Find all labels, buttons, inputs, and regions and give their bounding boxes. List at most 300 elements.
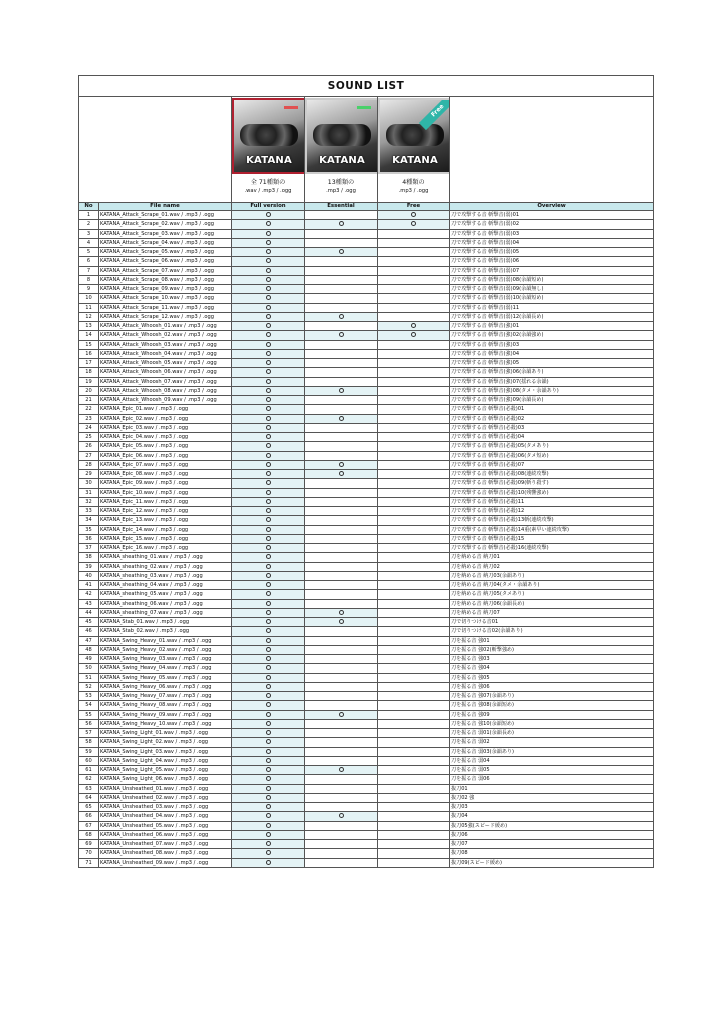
row-number: 34 bbox=[79, 516, 99, 525]
overview-text: 刀を振る音 弱01(余韻長め) bbox=[450, 729, 654, 738]
circle-mark-icon bbox=[339, 314, 344, 319]
full-version-mark bbox=[232, 655, 305, 664]
file-name: KATANA_Unsheathed_08.wav / .mp3 / .ogg bbox=[99, 849, 232, 858]
full-version-mark bbox=[232, 285, 305, 294]
overview-text: 刀で攻撃する音 斬撃音(強)02(余韻強め) bbox=[450, 331, 654, 340]
overview-text: 刀で攻撃する音 斬撃音(必殺)14重(素早い連続攻撃) bbox=[450, 525, 654, 534]
file-name: KATANA_Swing_Heavy_03.wav / .mp3 / .ogg bbox=[99, 655, 232, 664]
row-number: 35 bbox=[79, 525, 99, 534]
full-version-mark bbox=[232, 229, 305, 238]
essential-mark bbox=[305, 775, 378, 784]
circle-mark-icon bbox=[266, 360, 271, 365]
essential-mark bbox=[305, 497, 378, 506]
full-version-mark bbox=[232, 608, 305, 617]
row-number: 2 bbox=[79, 220, 99, 229]
col-header-essential: Essential bbox=[305, 203, 378, 211]
table-row bbox=[79, 275, 654, 284]
table-row bbox=[79, 396, 654, 405]
essential-mark bbox=[305, 257, 378, 266]
free-mark bbox=[378, 516, 450, 525]
overview-text: 刀で攻撃する音 斬撃音(必殺)13斬(連続攻撃) bbox=[450, 516, 654, 525]
free-mark bbox=[378, 766, 450, 775]
circle-mark-icon bbox=[411, 212, 416, 217]
cover-count: 全 71種類の bbox=[250, 179, 286, 186]
full-version-mark bbox=[232, 627, 305, 636]
file-name: KATANA_Attack_Whoosh_04.wav / .mp3 / .ogg bbox=[99, 349, 232, 358]
file-name: KATANA_Attack_Scrape_12.wav / .mp3 / .ogg bbox=[99, 312, 232, 321]
full-version-mark bbox=[232, 442, 305, 451]
table-row bbox=[79, 497, 654, 506]
full-version-mark bbox=[232, 599, 305, 608]
file-name: KATANA_Attack_Scrape_05.wav / .mp3 / .ogg bbox=[99, 248, 232, 257]
cover-count: 13種類の bbox=[327, 179, 355, 186]
overview-text: 刀で攻撃する音 斬撃音(弱)08(余韻短め) bbox=[450, 275, 654, 284]
overview-text: 刀で攻撃する音 斬撃音(必殺)04 bbox=[450, 433, 654, 442]
row-number: 59 bbox=[79, 747, 99, 756]
essential-mark bbox=[305, 488, 378, 497]
essential-mark bbox=[305, 766, 378, 775]
full-version-mark bbox=[232, 729, 305, 738]
table-row bbox=[79, 488, 654, 497]
overview-text: 抜刀03 bbox=[450, 803, 654, 812]
row-number: 61 bbox=[79, 766, 99, 775]
file-name: KATANA_Unsheathed_04.wav / .mp3 / .ogg bbox=[99, 812, 232, 821]
row-number: 19 bbox=[79, 377, 99, 386]
table-row bbox=[79, 682, 654, 691]
essential-mark bbox=[305, 534, 378, 543]
circle-mark-icon bbox=[266, 675, 271, 680]
cover-logo: KATANA bbox=[246, 155, 292, 166]
free-mark bbox=[378, 377, 450, 386]
table-row bbox=[79, 257, 654, 266]
overview-text: 刀で攻撃する音 斬撃音(弱)10(余韻短め) bbox=[450, 294, 654, 303]
table-row bbox=[79, 803, 654, 812]
full-version-mark bbox=[232, 451, 305, 460]
full-version-mark bbox=[232, 793, 305, 802]
circle-mark-icon bbox=[266, 314, 271, 319]
full-version-mark bbox=[232, 368, 305, 377]
circle-mark-icon bbox=[266, 860, 271, 865]
full-version-mark bbox=[232, 220, 305, 229]
free-mark bbox=[378, 433, 450, 442]
full-version-mark bbox=[232, 340, 305, 349]
overview-text: 刀で攻撃する音 斬撃音(弱)07 bbox=[450, 266, 654, 275]
circle-mark-icon bbox=[266, 776, 271, 781]
free-mark bbox=[378, 729, 450, 738]
free-mark bbox=[378, 229, 450, 238]
overview-text: 刀で攻撃する音 斬撃音(弱)12(余韻長め) bbox=[450, 312, 654, 321]
table-row bbox=[79, 858, 654, 867]
file-name: KATANA_Attack_Whoosh_02.wav / .mp3 / .ogg bbox=[99, 331, 232, 340]
file-name: KATANA_Swing_Heavy_02.wav / .mp3 / .ogg bbox=[99, 645, 232, 654]
essential-mark bbox=[305, 377, 378, 386]
essential-mark bbox=[305, 340, 378, 349]
file-name: KATANA_Epic_09.wav / .mp3 / .ogg bbox=[99, 479, 232, 488]
essential-mark bbox=[305, 738, 378, 747]
circle-mark-icon bbox=[411, 323, 416, 328]
row-number: 45 bbox=[79, 618, 99, 627]
full-version-mark bbox=[232, 386, 305, 395]
full-version-mark bbox=[232, 257, 305, 266]
free-mark bbox=[378, 747, 450, 756]
circle-mark-icon bbox=[266, 332, 271, 337]
row-number: 14 bbox=[79, 331, 99, 340]
file-name: KATANA_sheathing_06.wav / .mp3 / .ogg bbox=[99, 599, 232, 608]
full-version-mark bbox=[232, 618, 305, 627]
file-name: KATANA_Epic_08.wav / .mp3 / .ogg bbox=[99, 470, 232, 479]
overview-text: 抜刀01 bbox=[450, 784, 654, 793]
full-version-mark bbox=[232, 821, 305, 830]
overview-text: 刀で攻撃する音 斬撃音(必殺)12 bbox=[450, 507, 654, 516]
essential-mark bbox=[305, 553, 378, 562]
row-number: 22 bbox=[79, 405, 99, 414]
file-name: KATANA_Unsheathed_09.wav / .mp3 / .ogg bbox=[99, 858, 232, 867]
row-number: 56 bbox=[79, 719, 99, 728]
circle-mark-icon bbox=[266, 277, 271, 282]
file-name: KATANA_Epic_03.wav / .mp3 / .ogg bbox=[99, 423, 232, 432]
row-number: 21 bbox=[79, 396, 99, 405]
free-mark bbox=[378, 784, 450, 793]
full-version-mark bbox=[232, 581, 305, 590]
essential-mark bbox=[305, 858, 378, 867]
file-name: KATANA_Epic_15.wav / .mp3 / .ogg bbox=[99, 534, 232, 543]
circle-mark-icon bbox=[266, 295, 271, 300]
row-number: 24 bbox=[79, 423, 99, 432]
row-number: 5 bbox=[79, 248, 99, 257]
overview-text: 刀で攻撃する音 斬撃音(必殺)07 bbox=[450, 460, 654, 469]
row-number: 12 bbox=[79, 312, 99, 321]
essential-mark bbox=[305, 830, 378, 839]
full-version-mark bbox=[232, 516, 305, 525]
table-row bbox=[79, 701, 654, 710]
circle-mark-icon bbox=[339, 471, 344, 476]
circle-mark-icon bbox=[266, 443, 271, 448]
circle-mark-icon bbox=[266, 601, 271, 606]
full-version-mark bbox=[232, 636, 305, 645]
table-row bbox=[79, 359, 654, 368]
row-number: 44 bbox=[79, 608, 99, 617]
file-name: KATANA_Stab_01.wav / .mp3 / .ogg bbox=[99, 618, 232, 627]
free-mark bbox=[378, 655, 450, 664]
table-row bbox=[79, 442, 654, 451]
essential-mark bbox=[305, 636, 378, 645]
full-version-mark bbox=[232, 396, 305, 405]
overview-text: 抜刀02 強 bbox=[450, 793, 654, 802]
table-row bbox=[79, 479, 654, 488]
row-number: 26 bbox=[79, 442, 99, 451]
free-mark bbox=[378, 756, 450, 765]
circle-mark-icon bbox=[266, 795, 271, 800]
file-name: KATANA_sheathing_01.wav / .mp3 / .ogg bbox=[99, 553, 232, 562]
table-row bbox=[79, 849, 654, 858]
free-mark bbox=[378, 525, 450, 534]
full-version-mark bbox=[232, 719, 305, 728]
table-row bbox=[79, 627, 654, 636]
file-name: KATANA_Attack_Whoosh_07.wav / .mp3 / .ogg bbox=[99, 377, 232, 386]
free-mark bbox=[378, 312, 450, 321]
full-version-mark bbox=[232, 766, 305, 775]
file-name: KATANA_Attack_Whoosh_08.wav / .mp3 / .ogg bbox=[99, 386, 232, 395]
free-mark bbox=[378, 211, 450, 220]
free-mark bbox=[378, 470, 450, 479]
overview-text: 刀を振る音 強10(余韻短め) bbox=[450, 719, 654, 728]
full-version-mark bbox=[232, 562, 305, 571]
table-row bbox=[79, 433, 654, 442]
overview-text: 抜刀09(スピード緩め) bbox=[450, 858, 654, 867]
overview-text: 刀で攻撃する音 斬撃音(必殺)08(連続攻撃) bbox=[450, 470, 654, 479]
file-name: KATANA_Swing_Light_02.wav / .mp3 / .ogg bbox=[99, 738, 232, 747]
circle-mark-icon bbox=[266, 582, 271, 587]
table-row bbox=[79, 766, 654, 775]
circle-mark-icon bbox=[266, 758, 271, 763]
full-version-mark bbox=[232, 423, 305, 432]
row-number: 46 bbox=[79, 627, 99, 636]
table-row bbox=[79, 553, 654, 562]
circle-mark-icon bbox=[266, 693, 271, 698]
free-mark bbox=[378, 359, 450, 368]
essential-mark bbox=[305, 618, 378, 627]
row-number: 71 bbox=[79, 858, 99, 867]
row-number: 23 bbox=[79, 414, 99, 423]
row-number: 63 bbox=[79, 784, 99, 793]
file-name: KATANA_Unsheathed_07.wav / .mp3 / .ogg bbox=[99, 840, 232, 849]
circle-mark-icon bbox=[266, 739, 271, 744]
full-version-mark bbox=[232, 692, 305, 701]
free-mark bbox=[378, 340, 450, 349]
file-name: KATANA_Epic_10.wav / .mp3 / .ogg bbox=[99, 488, 232, 497]
essential-mark bbox=[305, 581, 378, 590]
overview-text: 刀を納める音 納刀01 bbox=[450, 553, 654, 562]
full-version-mark bbox=[232, 488, 305, 497]
overview-text: 刀を振る音 強08(余韻短め) bbox=[450, 701, 654, 710]
row-number: 4 bbox=[79, 238, 99, 247]
free-mark bbox=[378, 396, 450, 405]
essential-mark bbox=[305, 211, 378, 220]
file-name: KATANA_Swing_Light_06.wav / .mp3 / .ogg bbox=[99, 775, 232, 784]
full-version-mark bbox=[232, 534, 305, 543]
overview-text: 刀で切りつける音02(余韻あり) bbox=[450, 627, 654, 636]
full-version-mark bbox=[232, 211, 305, 220]
essential-mark bbox=[305, 784, 378, 793]
table-row bbox=[79, 830, 654, 839]
circle-mark-icon bbox=[266, 305, 271, 310]
free-mark bbox=[378, 775, 450, 784]
file-name: KATANA_Attack_Scrape_11.wav / .mp3 / .ogg bbox=[99, 303, 232, 312]
table-row bbox=[79, 331, 654, 340]
table-row bbox=[79, 719, 654, 728]
file-name: KATANA_Epic_05.wav / .mp3 / .ogg bbox=[99, 442, 232, 451]
file-name: KATANA_Attack_Whoosh_01.wav / .mp3 / .ogg bbox=[99, 322, 232, 331]
cover-formats: .wav / .mp3 / .ogg bbox=[244, 188, 292, 194]
free-mark bbox=[378, 821, 450, 830]
katana-guard-icon bbox=[386, 124, 444, 146]
essential-mark bbox=[305, 821, 378, 830]
essential-mark bbox=[305, 303, 378, 312]
circle-mark-icon bbox=[266, 813, 271, 818]
essential-mark bbox=[305, 423, 378, 432]
free-mark bbox=[378, 285, 450, 294]
free-mark bbox=[378, 220, 450, 229]
row-number: 9 bbox=[79, 285, 99, 294]
full-version-mark bbox=[232, 433, 305, 442]
essential-mark bbox=[305, 470, 378, 479]
table-row bbox=[79, 571, 654, 580]
overview-text: 刀を振る音 弱05 bbox=[450, 766, 654, 775]
row-number: 17 bbox=[79, 359, 99, 368]
full-version-mark bbox=[232, 710, 305, 719]
katana-guard-icon bbox=[313, 124, 371, 146]
table-row bbox=[79, 349, 654, 358]
file-name: KATANA_Epic_12.wav / .mp3 / .ogg bbox=[99, 507, 232, 516]
free-mark bbox=[378, 803, 450, 812]
circle-mark-icon bbox=[266, 397, 271, 402]
full-version-mark bbox=[232, 803, 305, 812]
essential-mark bbox=[305, 516, 378, 525]
cover-count: 4種類の bbox=[402, 179, 425, 186]
table-row bbox=[79, 673, 654, 682]
circle-mark-icon bbox=[266, 702, 271, 707]
circle-mark-icon bbox=[411, 221, 416, 226]
overview-text: 刀で攻撃する音 斬撃音(必殺)02 bbox=[450, 414, 654, 423]
free-mark bbox=[378, 830, 450, 839]
circle-mark-icon bbox=[266, 628, 271, 633]
full-version-mark bbox=[232, 322, 305, 331]
table-row bbox=[79, 534, 654, 543]
table-row bbox=[79, 285, 654, 294]
free-mark bbox=[378, 608, 450, 617]
essential-mark bbox=[305, 414, 378, 423]
file-name: KATANA_sheathing_07.wav / .mp3 / .ogg bbox=[99, 608, 232, 617]
overview-text: 刀を振る音 強05 bbox=[450, 673, 654, 682]
overview-text: 刀で攻撃する音 斬撃音(強)05 bbox=[450, 359, 654, 368]
essential-mark bbox=[305, 701, 378, 710]
overview-text: 刀を振る音 強09 bbox=[450, 710, 654, 719]
full-version-mark bbox=[232, 303, 305, 312]
row-number: 15 bbox=[79, 340, 99, 349]
overview-text: 刀を納める音 納刀07 bbox=[450, 608, 654, 617]
full-version-mark bbox=[232, 738, 305, 747]
table-row bbox=[79, 655, 654, 664]
table-row bbox=[79, 248, 654, 257]
cover-description bbox=[378, 178, 449, 196]
row-number: 11 bbox=[79, 303, 99, 312]
cover-spacer bbox=[79, 97, 232, 203]
circle-mark-icon bbox=[266, 786, 271, 791]
row-number: 20 bbox=[79, 386, 99, 395]
free-mark bbox=[378, 682, 450, 691]
full-version-mark bbox=[232, 248, 305, 257]
file-name: KATANA_Unsheathed_03.wav / .mp3 / .ogg bbox=[99, 803, 232, 812]
table-row bbox=[79, 220, 654, 229]
row-number: 31 bbox=[79, 488, 99, 497]
overview-text: 刀で攻撃する音 斬撃音(弱)06 bbox=[450, 257, 654, 266]
essential-mark bbox=[305, 368, 378, 377]
free-mark bbox=[378, 488, 450, 497]
row-number: 7 bbox=[79, 266, 99, 275]
circle-mark-icon bbox=[266, 536, 271, 541]
overview-text: 刀で攻撃する音 斬撃音(弱)03 bbox=[450, 229, 654, 238]
row-number: 39 bbox=[79, 562, 99, 571]
row-number: 42 bbox=[79, 590, 99, 599]
table-row bbox=[79, 266, 654, 275]
file-name: KATANA_Swing_Heavy_01.wav / .mp3 / .ogg bbox=[99, 636, 232, 645]
full-version-mark bbox=[232, 747, 305, 756]
circle-mark-icon bbox=[266, 823, 271, 828]
file-name: KATANA_Attack_Scrape_03.wav / .mp3 / .ogg bbox=[99, 229, 232, 238]
row-number: 38 bbox=[79, 553, 99, 562]
overview-text: 刀で攻撃する音 斬撃音(強)01 bbox=[450, 322, 654, 331]
row-number: 66 bbox=[79, 812, 99, 821]
table-row bbox=[79, 590, 654, 599]
file-name: KATANA_Epic_01.wav / .mp3 / .ogg bbox=[99, 405, 232, 414]
overview-text: 刀を納める音 納刀02 bbox=[450, 562, 654, 571]
col-header-overview: Overview bbox=[450, 203, 654, 211]
free-mark bbox=[378, 701, 450, 710]
full-version-mark bbox=[232, 673, 305, 682]
full-version-mark bbox=[232, 701, 305, 710]
overview-text: 刀で攻撃する音 斬撃音(弱)04 bbox=[450, 238, 654, 247]
row-number: 70 bbox=[79, 849, 99, 858]
cover-free bbox=[378, 97, 450, 203]
file-name: KATANA_Stab_02.wav / .mp3 / .ogg bbox=[99, 627, 232, 636]
table-row bbox=[79, 793, 654, 802]
circle-mark-icon bbox=[266, 564, 271, 569]
file-name: KATANA_Epic_06.wav / .mp3 / .ogg bbox=[99, 451, 232, 460]
free-mark bbox=[378, 275, 450, 284]
table-row bbox=[79, 516, 654, 525]
essential-mark bbox=[305, 840, 378, 849]
essential-mark bbox=[305, 627, 378, 636]
free-mark bbox=[378, 618, 450, 627]
file-name: KATANA_Attack_Whoosh_05.wav / .mp3 / .ogg bbox=[99, 359, 232, 368]
overview-text: 刀で攻撃する音 斬撃音(強)08(タメ・余韻あり) bbox=[450, 386, 654, 395]
overview-text: 刀で攻撃する音 斬撃音(必殺)06(タメ短め) bbox=[450, 451, 654, 460]
circle-mark-icon bbox=[266, 471, 271, 476]
overview-text: 刀で攻撃する音 斬撃音(強)09(余韻長め) bbox=[450, 396, 654, 405]
overview-text: 刀で攻撃する音 斬撃音(強)03 bbox=[450, 340, 654, 349]
table-row bbox=[79, 340, 654, 349]
full-version-mark bbox=[232, 849, 305, 858]
essential-mark bbox=[305, 322, 378, 331]
file-name: KATANA_Epic_02.wav / .mp3 / .ogg bbox=[99, 414, 232, 423]
essential-mark bbox=[305, 294, 378, 303]
circle-mark-icon bbox=[266, 545, 271, 550]
overview-text: 刀を振る音 強03 bbox=[450, 655, 654, 664]
table-row bbox=[79, 562, 654, 571]
circle-mark-icon bbox=[266, 425, 271, 430]
essential-mark bbox=[305, 433, 378, 442]
sound-list-sheet bbox=[78, 75, 653, 868]
overview-text: 刀を振る音 強04 bbox=[450, 664, 654, 673]
circle-mark-icon bbox=[266, 610, 271, 615]
essential-mark bbox=[305, 599, 378, 608]
circle-mark-icon bbox=[266, 249, 271, 254]
overview-text: 刀で攻撃する音 斬撃音(強)06(余韻あり) bbox=[450, 368, 654, 377]
file-name: KATANA_Attack_Scrape_02.wav / .mp3 / .ogg bbox=[99, 220, 232, 229]
circle-mark-icon bbox=[339, 462, 344, 467]
table-row bbox=[79, 368, 654, 377]
essential-mark bbox=[305, 645, 378, 654]
essential-mark bbox=[305, 608, 378, 617]
essential-mark bbox=[305, 803, 378, 812]
file-name: KATANA_sheathing_04.wav / .mp3 / .ogg bbox=[99, 581, 232, 590]
overview-text: 刀で攻撃する音 斬撃音(必殺)09(斬り殺す) bbox=[450, 479, 654, 488]
overview-text: 刀を納める音 納刀05(タメあり) bbox=[450, 590, 654, 599]
row-number: 16 bbox=[79, 349, 99, 358]
overview-text: 刀で攻撃する音 斬撃音(強)07(揺れる余韻) bbox=[450, 377, 654, 386]
row-number: 60 bbox=[79, 756, 99, 765]
essential-mark bbox=[305, 692, 378, 701]
